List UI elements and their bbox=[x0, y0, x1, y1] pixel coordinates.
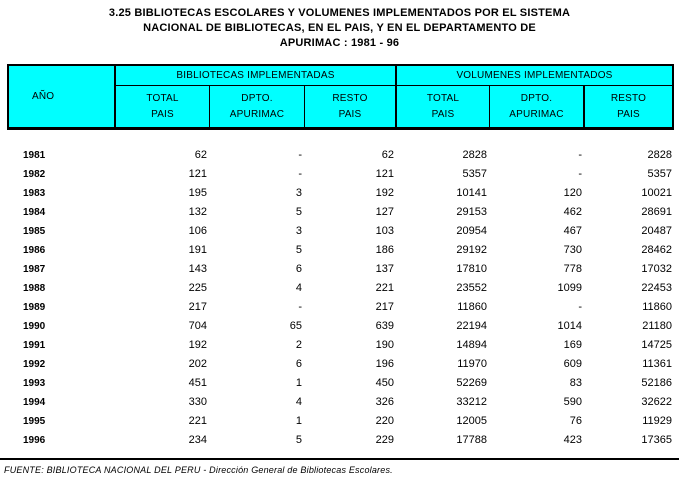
year-cell: 1989 bbox=[23, 302, 46, 313]
value-cell: 225 bbox=[188, 282, 207, 294]
value-cell: 6 bbox=[295, 263, 302, 275]
value-cell: 220 bbox=[375, 415, 394, 427]
col-header-line: TOTAL bbox=[426, 93, 460, 104]
value-cell: 14894 bbox=[456, 339, 487, 351]
year-cell: 1991 bbox=[23, 340, 46, 351]
year-cell: 1990 bbox=[23, 321, 46, 332]
value-cell: 83 bbox=[569, 377, 582, 389]
table-title bbox=[0, 6, 679, 51]
year-cell: 1993 bbox=[23, 378, 46, 389]
year-cell: 1983 bbox=[23, 188, 46, 199]
value-cell: 639 bbox=[375, 320, 394, 332]
value-cell: 5 bbox=[295, 244, 302, 256]
value-cell: 14725 bbox=[641, 339, 672, 351]
value-cell: 1 bbox=[295, 415, 302, 427]
value-cell: 52269 bbox=[456, 377, 487, 389]
col-header-bib-dpto-apurimac bbox=[210, 86, 305, 127]
col-header-line: PAIS bbox=[617, 109, 640, 120]
table-row bbox=[9, 336, 672, 355]
value-cell: - bbox=[578, 168, 582, 180]
year-cell: 1996 bbox=[23, 435, 46, 446]
year-cell: 1995 bbox=[23, 416, 46, 427]
table-header bbox=[7, 64, 674, 130]
value-cell: 28462 bbox=[641, 244, 672, 256]
value-cell: 730 bbox=[563, 244, 582, 256]
col-header-vol-total-pais bbox=[397, 86, 490, 127]
value-cell: 29153 bbox=[456, 206, 487, 218]
value-cell: 5 bbox=[295, 434, 302, 446]
value-cell: 62 bbox=[381, 149, 394, 161]
col-header-line: PAIS bbox=[431, 109, 455, 120]
value-cell: 192 bbox=[188, 339, 207, 351]
col-header-line: PAIS bbox=[151, 109, 174, 120]
col-header-vol-dpto-apurimac bbox=[490, 86, 585, 127]
year-cell: 1994 bbox=[23, 397, 46, 408]
value-cell: 704 bbox=[188, 320, 207, 332]
table-row bbox=[9, 412, 672, 431]
value-cell: 17788 bbox=[456, 434, 487, 446]
col-group-bibliotecas: BIBLIOTECAS IMPLEMENTADAS bbox=[116, 66, 397, 86]
value-cell: - bbox=[298, 149, 302, 161]
value-cell: 106 bbox=[188, 225, 207, 237]
value-cell: 5357 bbox=[647, 168, 672, 180]
value-cell: 32622 bbox=[641, 396, 672, 408]
year-cell: 1981 bbox=[23, 150, 46, 161]
table-row bbox=[9, 279, 672, 298]
value-cell: 137 bbox=[375, 263, 394, 275]
value-cell: 2828 bbox=[462, 149, 487, 161]
table-title-line1: 3.25 BIBLIOTECAS ESCOLARES Y VOLUMENES IMPLEMENTADOS POR EL SISTEMA bbox=[108, 7, 571, 19]
table-row bbox=[9, 393, 672, 412]
value-cell: 23552 bbox=[456, 282, 487, 294]
value-cell: 52186 bbox=[641, 377, 672, 389]
value-cell: - bbox=[298, 168, 302, 180]
value-cell: 2828 bbox=[647, 149, 672, 161]
table-row bbox=[9, 355, 672, 374]
value-cell: 11860 bbox=[457, 301, 487, 313]
table-title-line2: NACIONAL DE BIBLIOTECAS, EN EL PAIS, Y EN EL DEPARTAMENTO DE bbox=[143, 22, 536, 34]
value-cell: 467 bbox=[563, 225, 582, 237]
table-row bbox=[9, 374, 672, 393]
value-cell: 121 bbox=[375, 168, 394, 180]
value-cell: 17032 bbox=[641, 263, 672, 275]
value-cell: 11929 bbox=[642, 415, 672, 427]
value-cell: 22194 bbox=[456, 320, 487, 332]
col-header-line: PAIS bbox=[338, 109, 362, 120]
value-cell: 22453 bbox=[641, 282, 672, 294]
col-group-volumenes: VOLUMENES IMPLEMENTADOS bbox=[397, 66, 672, 86]
year-cell: 1985 bbox=[23, 226, 46, 237]
value-cell: 20487 bbox=[641, 225, 672, 237]
col-header-line: RESTO bbox=[332, 93, 368, 104]
value-cell: 11361 bbox=[642, 358, 672, 370]
value-cell: 229 bbox=[375, 434, 394, 446]
year-cell: 1987 bbox=[23, 264, 46, 275]
value-cell: 28691 bbox=[641, 206, 672, 218]
value-cell: 4 bbox=[295, 282, 302, 294]
col-header-ano: AÑO bbox=[9, 66, 116, 127]
footer-divider bbox=[0, 458, 679, 460]
table-row bbox=[9, 146, 672, 165]
value-cell: 1014 bbox=[557, 320, 582, 332]
value-cell: 65 bbox=[289, 320, 302, 332]
col-header-bib-total-pais bbox=[116, 86, 210, 127]
value-cell: 132 bbox=[188, 206, 207, 218]
value-cell: 590 bbox=[563, 396, 582, 408]
value-cell: 5 bbox=[295, 206, 302, 218]
value-cell: 5357 bbox=[462, 168, 487, 180]
value-cell: 217 bbox=[375, 301, 394, 313]
value-cell: 1099 bbox=[557, 282, 582, 294]
value-cell: 326 bbox=[375, 396, 394, 408]
col-header-line: APURIMAC bbox=[229, 109, 285, 120]
year-cell: 1992 bbox=[23, 359, 46, 370]
value-cell: - bbox=[298, 301, 302, 313]
table-row bbox=[9, 165, 672, 184]
year-cell: 1986 bbox=[23, 245, 46, 256]
value-cell: 450 bbox=[375, 377, 394, 389]
value-cell: 191 bbox=[188, 244, 207, 256]
table-row bbox=[9, 431, 672, 450]
col-header-line: DPTO. bbox=[241, 93, 273, 104]
value-cell: 462 bbox=[563, 206, 582, 218]
value-cell: 120 bbox=[563, 187, 582, 199]
value-cell: 11860 bbox=[642, 301, 672, 313]
value-cell: 451 bbox=[188, 377, 207, 389]
value-cell: 127 bbox=[375, 206, 394, 218]
table-body bbox=[9, 146, 672, 450]
value-cell: 2 bbox=[295, 339, 302, 351]
value-cell: 10141 bbox=[456, 187, 487, 199]
value-cell: 609 bbox=[563, 358, 582, 370]
value-cell: 17810 bbox=[456, 263, 487, 275]
value-cell: 221 bbox=[188, 415, 207, 427]
year-cell: 1984 bbox=[23, 207, 46, 218]
value-cell: 11970 bbox=[457, 358, 487, 370]
table-row bbox=[9, 222, 672, 241]
value-cell: - bbox=[578, 301, 582, 313]
col-header-line: RESTO bbox=[610, 93, 647, 104]
value-cell: 234 bbox=[188, 434, 207, 446]
source-note: FUENTE: BIBLIOTECA NACIONAL DEL PERU - Dirección General de Bibliotecas Escolares. bbox=[4, 465, 393, 475]
value-cell: 12005 bbox=[456, 415, 487, 427]
value-cell: 21180 bbox=[642, 320, 672, 332]
year-cell: 1982 bbox=[23, 169, 46, 180]
col-header-line: TOTAL bbox=[146, 93, 179, 104]
value-cell: 1 bbox=[295, 377, 302, 389]
value-cell: 17365 bbox=[641, 434, 672, 446]
value-cell: 778 bbox=[563, 263, 582, 275]
col-header-vol-resto-pais bbox=[585, 86, 672, 127]
value-cell: 196 bbox=[375, 358, 394, 370]
value-cell: 20954 bbox=[456, 225, 487, 237]
value-cell: 143 bbox=[188, 263, 207, 275]
year-cell: 1988 bbox=[23, 283, 46, 294]
value-cell: 3 bbox=[295, 187, 302, 199]
value-cell: 62 bbox=[194, 149, 207, 161]
col-header-line: APURIMAC bbox=[509, 109, 564, 120]
value-cell: 190 bbox=[375, 339, 394, 351]
value-cell: 202 bbox=[188, 358, 207, 370]
table-row bbox=[9, 184, 672, 203]
value-cell: 186 bbox=[375, 244, 394, 256]
value-cell: 217 bbox=[188, 301, 207, 313]
value-cell: 76 bbox=[569, 415, 582, 427]
value-cell: 169 bbox=[563, 339, 582, 351]
table-title-line3: APURIMAC : 1981 - 96 bbox=[279, 37, 400, 49]
value-cell: 221 bbox=[375, 282, 394, 294]
col-header-line: DPTO. bbox=[520, 93, 553, 104]
value-cell: - bbox=[578, 149, 582, 161]
table-row bbox=[9, 241, 672, 260]
value-cell: 10021 bbox=[641, 187, 672, 199]
value-cell: 121 bbox=[188, 168, 207, 180]
value-cell: 103 bbox=[375, 225, 394, 237]
col-header-bib-resto-pais bbox=[305, 86, 397, 127]
value-cell: 195 bbox=[188, 187, 207, 199]
table-row bbox=[9, 298, 672, 317]
value-cell: 29192 bbox=[456, 244, 487, 256]
value-cell: 6 bbox=[295, 358, 302, 370]
table-row bbox=[9, 203, 672, 222]
table-row bbox=[9, 260, 672, 279]
value-cell: 33212 bbox=[456, 396, 487, 408]
value-cell: 4 bbox=[295, 396, 302, 408]
value-cell: 330 bbox=[188, 396, 207, 408]
value-cell: 192 bbox=[375, 187, 394, 199]
value-cell: 3 bbox=[295, 225, 302, 237]
table-row bbox=[9, 317, 672, 336]
value-cell: 423 bbox=[563, 434, 582, 446]
